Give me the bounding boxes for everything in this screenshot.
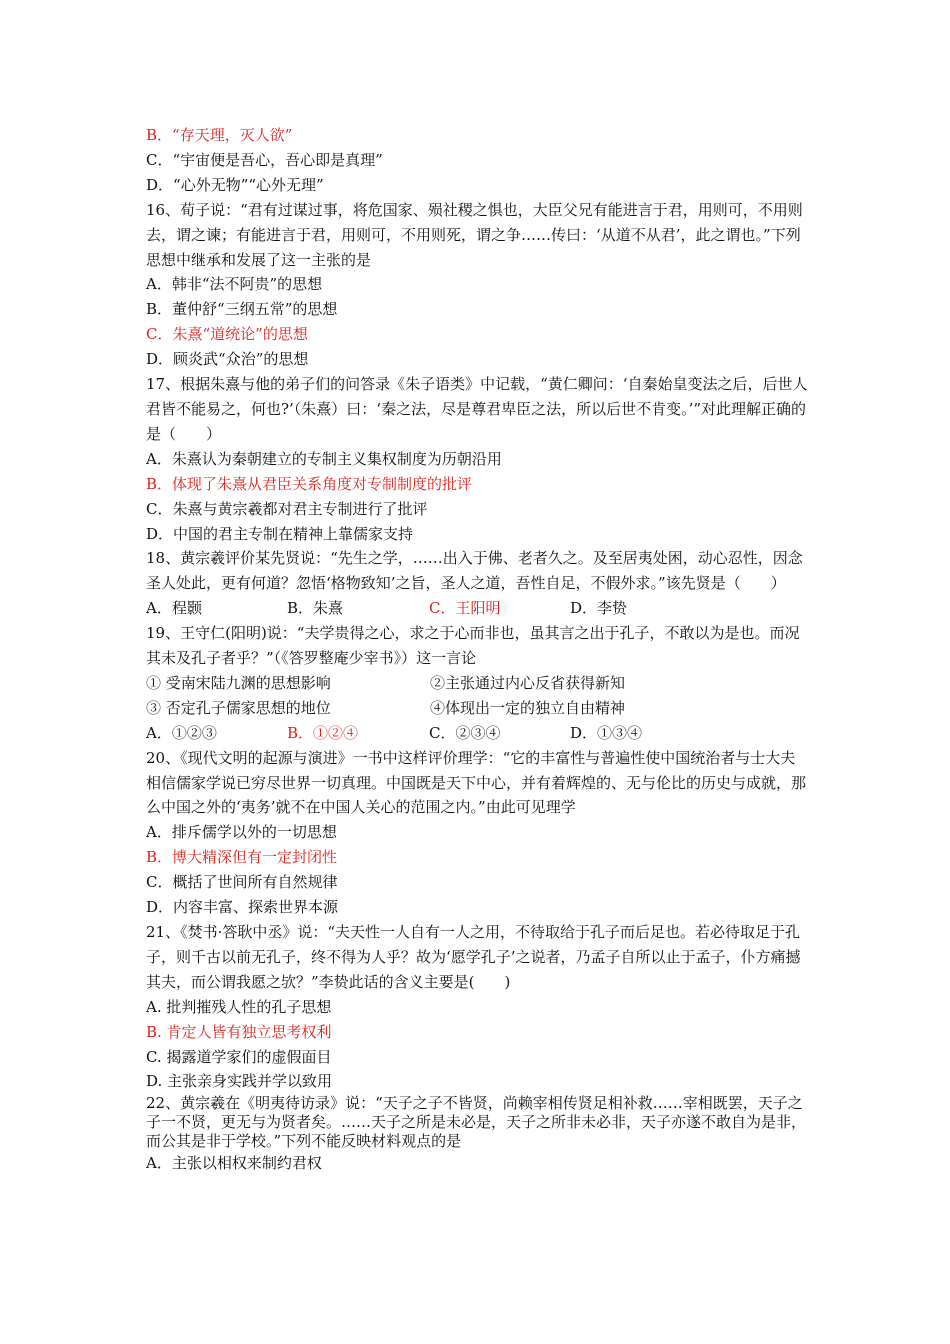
q18-option-b: B．朱熹 [287,599,344,618]
q16-option-b: B．董仲舒“三纲五常”的思想 [146,300,338,319]
q19-statement-1: ① 受南宋陆九渊的思想影响 [146,673,331,692]
q19-option-b: B．①②④ [287,723,359,742]
q15-option-d: D．“心外无物”“心外无理” [146,175,324,194]
q19-options [146,721,810,746]
q16-option-c: C．朱熹“道统论”的思想 [146,325,308,344]
q19-option-c: C．②③④ [429,723,501,742]
q19-option-d: D．①③④ [570,723,643,742]
q21-stem: 21、《焚书·答耿中丞》说：“夫天性一人自有一人之用，不待取给于孔子而后足也。若必待取足于孔子，则千古以前无孔子，终不得为人乎？故为‘愿学孔子’之说者，乃孟子自所以止于孟子，仆方痛撼其夫，而公谓我愿之欤？”李贽此话的含义主要是( ) [146,923,801,991]
q21-option-a: A. 批判摧残人性的孔子思想 [146,997,332,1016]
q16-option-d: D．顾炎武“众治”的思想 [146,350,309,369]
q16-stem: 16、荀子说：“君有过谋过事，将危国家、殒社稷之惧也，大臣父兄有能进言于君，用则可，不用则去，谓之谏；有能进言于君，用则可，不用则死，谓之争……传曰：‘从道不从君’，此之谓也。”下列思想中继承和发展了这一主张的是 [146,200,803,269]
exam-page [146,123,810,1176]
q17-option-b: B．体现了朱熹从君臣关系角度对专制制度的批评 [146,474,473,493]
q18-option-d: D．李贽 [570,599,628,618]
q19-statement-4: ④体现出一定的独立自由精神 [430,698,626,717]
q20-stem: 20、《现代文明的起源与演进》一书中这样评价理学：“它的丰富性与普遍性使中国统治者与士大夫相信儒家学说已穷尽世界一切真理。中国既是天下中心，并有着辉煌的、无与伦比的历史与成就，那么中国之外的‘夷务’就不在中国人关心的范围之内。”由此可见理学 [146,748,807,817]
q17-stem: 17、根据朱熹与他的弟子们的问答录《朱子语类》中记载，“黄仁卿问：‘自秦始皇变法之后，后世人君皆不能易之，何也?’（朱熹）曰：‘秦之法，尽是尊君卑臣之法，所以后世不肯变。’”对此理解正确的是（ ） [146,375,808,443]
q19-stem: 19、王守仁(阳明)说：“夫学贵得之心，求之于心而非也，虽其言之出于孔子，不敢以为是也。而况其未及孔子者乎？”（《答罗整庵少宰书》）这一言论 [146,624,800,668]
q18-options [146,596,810,621]
q19-statements-2 [146,696,810,721]
q19-statements-1 [146,671,810,696]
q19-statement-2: ②主张通过内心反省获得新知 [430,673,626,692]
q16-option-a: A．韩非“法不阿贵”的思想 [146,275,323,294]
q20-option-c: C．概括了世间所有自然规律 [146,873,338,892]
q17-option-d: D．中国的君主专制在精神上靠儒家支持 [146,524,414,543]
q15-option-c: C．“宇宙便是吾心，吾心即是真理” [146,150,383,169]
q17-option-c: C．朱熹与黄宗羲都对君主专制进行了批评 [146,499,428,518]
q21-option-c: C. 揭露道学家们的虚假面目 [146,1047,332,1066]
q20-option-d: D．内容丰富、探索世界本源 [146,898,339,917]
q21-option-d: D. 主张亲身实践并学以致用 [146,1072,333,1091]
q18-option-a: A．程颢 [146,599,202,618]
q21-option-b: B. 肯定人皆有独立思考权利 [146,1022,332,1041]
q18-stem: 18、黄宗羲评价某先贤说：“先生之学，……出入于佛、老者久之。及至居夷处困，动心忍性，因念圣人处此，更有何道？忽悟‘格物致知’之旨，圣人之道，吾性自足，不假外求。”该先贤是（ ） [146,549,803,593]
q22-option-a: A．主张以相权来制约君权 [146,1154,322,1173]
q15-option-b: B．“存天理，灭人欲” [146,126,293,144]
q20-option-a: A．排斥儒学以外的一切思想 [146,823,337,842]
q19-option-a: A．①②③ [146,723,217,742]
q22-stem: 22、黄宗羲在《明夷待访录》说：“天子之子不皆贤，尚赖宰相传贤足相补救……宰相既罢，天子之子一不贤，更无与为贤者矣。……天子之所是未必是，天子之所非未必非，天子亦遂不敢自为是非，而公其是非于学校。”下列不能反映材料观点的是 [146,1094,807,1151]
q20-option-b: B．博大精深但有一定封闭性 [146,848,338,867]
q19-statement-3: ③ 否定孔子儒家思想的地位 [146,698,331,717]
q17-option-a: A．朱熹认为秦朝建立的专制主义集权制度为历朝沿用 [146,449,502,468]
q18-option-c: C．王阳明 [429,599,501,618]
